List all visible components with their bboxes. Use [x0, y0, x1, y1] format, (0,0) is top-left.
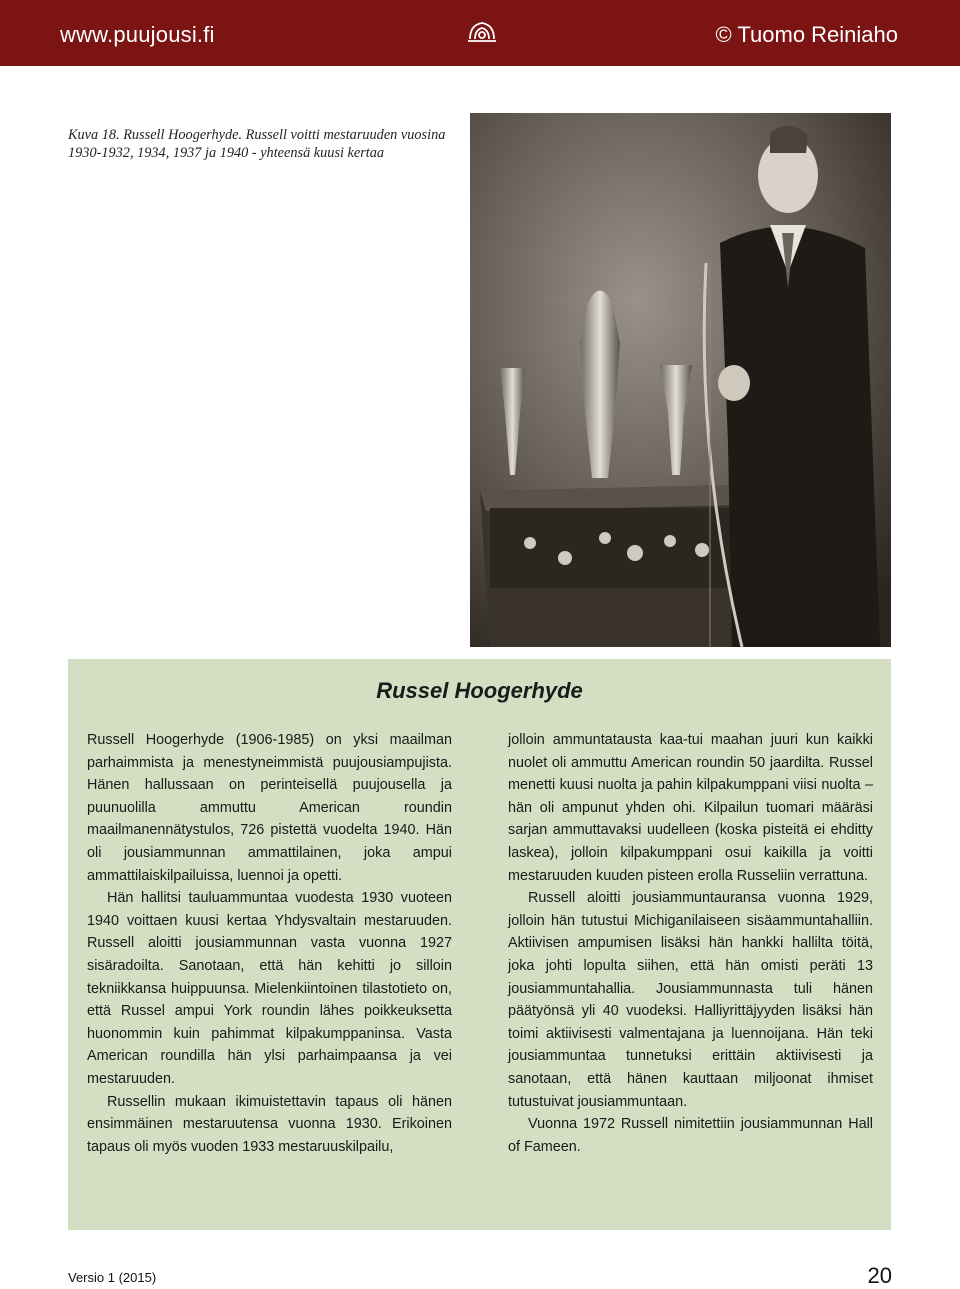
archer-photo	[470, 113, 891, 647]
copyright-author: © Tuomo Reiniaho	[715, 22, 898, 47]
page-header	[0, 0, 960, 66]
ornament-icon	[466, 19, 498, 45]
right-column	[508, 729, 873, 1158]
left-column	[87, 729, 452, 1158]
paragraph: Russellin mukaan ikimuistettavin tapaus oli hänen ensimmäinen mestaruutensa vuonna 1930. Erikoinen tapaus oli myös vuoden 1933 mestaruuskilpailu,	[87, 1093, 452, 1155]
paragraph: Russell aloitti jousiammuntauransa vuonna 1929, jolloin hän tutustui Michiganilaiseen sisäammuntahalliin. Aktiivisen ampumisen lisäksi hän hankki hallilta töitä, joka johti lopulta siihen, että hän omisti peräti 13 jousiammuntahallia. Jousiammunnasta tuli hänen päätyönsä yli 40 vuodeksi. Halliyrittäjyyden lisäksi hän toimi aktiivisesti valmentajana ja luennoijana. Hän teki jousiammuntaa tunnetuksi erittäin aktiivisesti ja sanotaan, että hänen kauttaan miljoonat ihmiset tutustuivat jousiammuntaan.	[508, 890, 873, 1110]
section-title: Russel Hoogerhyde	[376, 678, 583, 703]
biography-box	[68, 659, 891, 1230]
page-number: 20	[867, 1263, 892, 1288]
site-url[interactable]: www.puujousi.fi	[60, 22, 215, 47]
paragraph: Hän hallitsi tauluammuntaa vuodesta 1930 vuoteen 1940 voittaen kuusi kertaa Yhdysvaltain mestaruuden. Russell aloitti jousiammunnan vasta vuonna 1927 sisäradoilta. Sanotaan, että hän kehitti jo silloin tekniikkansa huippuunsa. Mielenkiintoinen tilastotieto on, että Russel ampui York roundin lähes poikkeuksetta huonommin kuin pahimmat kilpakumppaninsa. Vasta American roundilla hän ylsi parhaimpaansa ja vei mestaruuden.	[87, 890, 452, 1087]
paragraph: jolloin ammuntatausta kaa-tui maahan juuri kun kaikki nuolet oli ammuttu American roundin 50 jaardilta. Russel menetti kuusi nuolta ja pahin kilpakumppani viisi nuolta – hän oli ampunut yhden ohi. Kilpailun tuomari määräsi sarjan ammuttavaksi uudelleen (koska pisteitä ei ehditty laskea), jolloin kilpakumppani osui kaikilla ja voitti mestaruuden kuuden pisteen erolla Russeliin verrattuna.	[508, 732, 873, 884]
paragraph: Russell Hoogerhyde (1906-1985) on yksi maailman parhaimmista ja menestyneimmistä puujousiampujista. Hänen hallussaan on perinteisellä puujousella ja puunuolilla ammuttu American roundin maailmanennätystulos, 726 pistettä vuodelta 1940. Hän oli jousiammunnan ammattilainen, joka ampui ammattilaiskilpailuissa, luennoi ja opetti.	[87, 732, 452, 884]
version-label: Versio 1 (2015)	[68, 1270, 157, 1285]
figure-caption: Kuva 18. Russell Hoogerhyde. Russell voitti mestaruuden vuosina 1930-1932, 1934, 1937 ja 1940 - yhteensä kuusi kertaa	[68, 127, 446, 161]
paragraph: Vuonna 1972 Russell nimitettiin jousiammunnan Hall of Fameen.	[508, 1116, 873, 1155]
